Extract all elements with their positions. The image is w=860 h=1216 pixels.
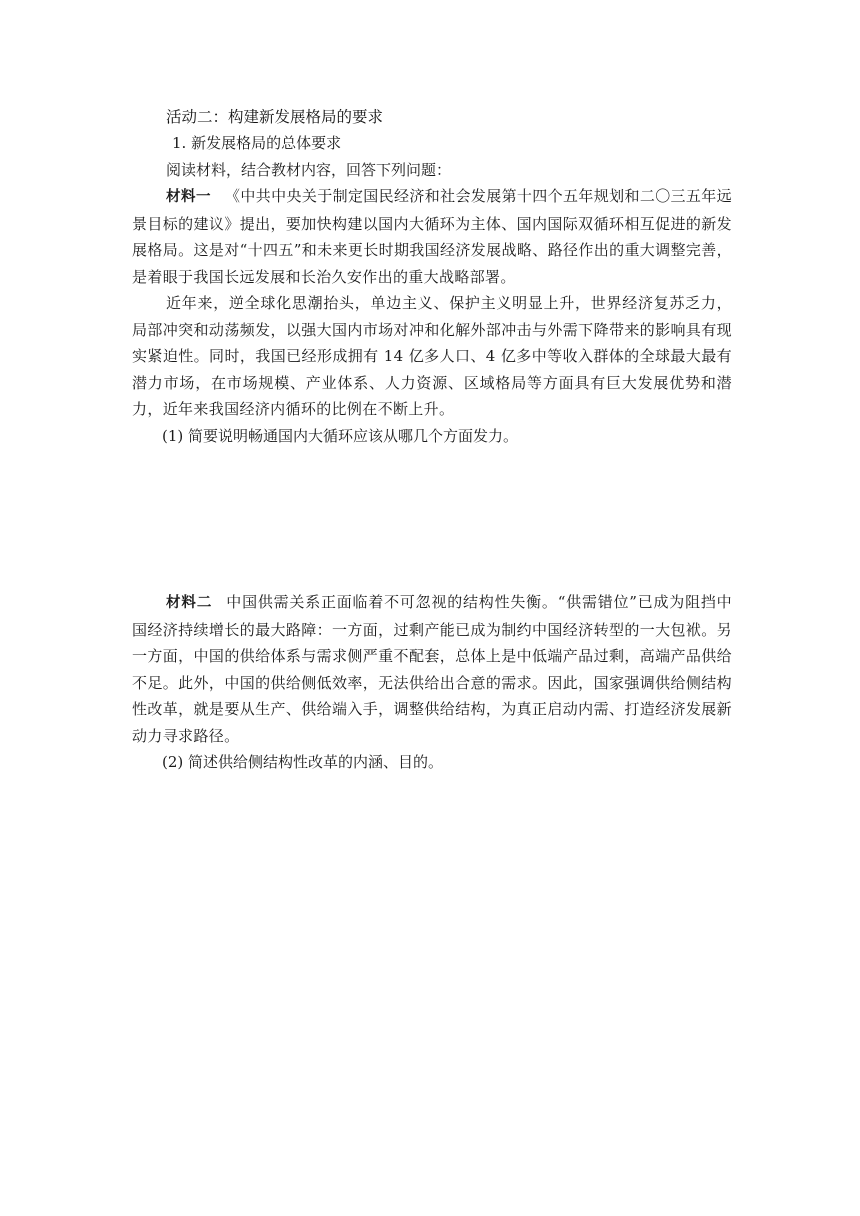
question-one: (1) 简要说明畅通国内大循环应该从哪几个方面发力。 (162, 426, 519, 445)
section-title: 1. 新发展格局的总体要求 (172, 134, 342, 152)
material-one-label: 材料一 (166, 189, 212, 205)
material-two-paragraph (132, 589, 732, 749)
question-two: (2) 简述供给侧结构性改革的内涵、目的。 (162, 753, 444, 771)
material-two-label: 材料二 (166, 595, 213, 611)
material-one-paragraph-2: 近年来，逆全球化思潮抬头，单边主义、保护主义明显上升，世界经济复苏乏力，局部冲突和动荡频发，以强大国内市场对冲和化解外部冲击与外需下降带来的影响具有现实紧迫性。同时，我国已经形成拥有 14 亿多人口、4 亿多中等收入群体的全球最大最有潜力市场，在市场规模、产业体系、人力资源、区域格局等方面具有巨大发展优势和潜力，近年来我国经济内循环的比例在不断上升。 (132, 294, 732, 418)
material-two-text: 中国供需关系正面临着不可忽视的结构性失衡。“供需错位”已成为阻挡中国经济持续增长的最大路障：一方面，过剩产能已成为制约中国经济转型的一大包袱。另一方面，中国的供给体系与需求侧严重不配套，总体上是中低端产品过剩，高端产品供给不足。此外，中国的供给侧低效率，无法供给出合意的需求。因此，国家强调供给侧结构性改革，就是要从生产、供给端入手，调整供给结构，为真正启动内需、打造经济发展新动力寻求路径。 (132, 593, 733, 745)
instruction-text: 阅读材料，结合教材内容，回答下列问题： (166, 160, 452, 179)
material-one-paragraph (132, 183, 732, 290)
answer-space-1 (132, 449, 732, 589)
document-page (132, 104, 732, 776)
activity-heading: 活动二：构建新发展格局的要求 (166, 108, 384, 126)
material-one-text: 《中共中央关于制定国民经济和社会发展第十四个五年规划和二〇三五年远景目标的建议》提出，要加快构建以国内大循环为主体、国内国际双循环相互促进的新发展格局。这是对“十四五”和未来更长时期我国经济发展战略、路径作出的重大调整完善，是着眼于我国长远发展和长治久安作出的重大战略部署。 (132, 187, 733, 286)
